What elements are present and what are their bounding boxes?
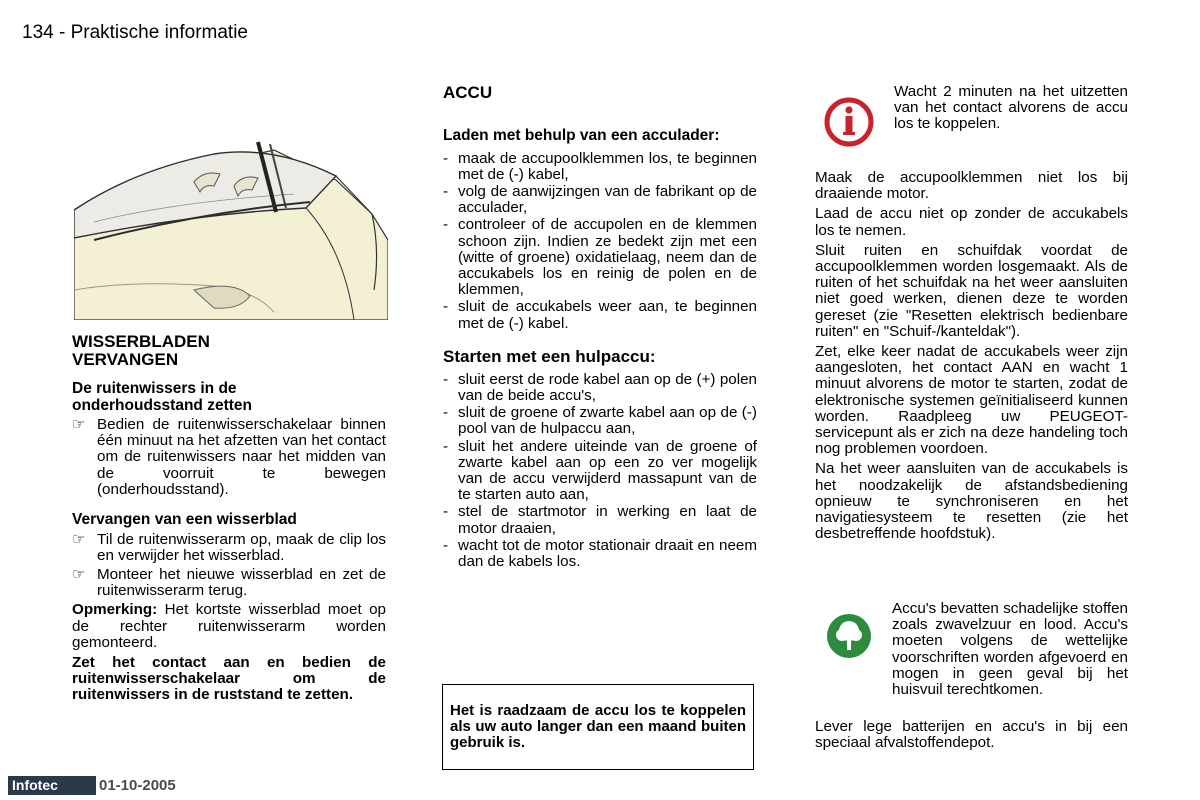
jump-start-steps-list [443,372,757,570]
page-number: 134 [22,22,54,43]
precaution-paragraph: Laad de accu niet op zonder de accukabels los te nemen. [815,205,1128,239]
precaution-paragraph: Sluit ruiten en schuifdak voordat de accupoolklemmen worden losgemaakt. Als de ruiten of het schuifdak na het weer aansluiten niet goed werken, dienen deze te worden gereset (zie "Resetten elektrisch bedienbare ruiten" en "Schuif-/kanteldak"). [815,241,1128,340]
page-section-title: - Praktische informatie [58,22,248,43]
info-warning-text: Wacht 2 minuten na het uitzetten van het contact alvorens de accu los te koppelen. [894,83,1128,133]
footer-date: 01-10-2005 [99,777,176,794]
battery-section [443,84,757,571]
list-item: - sluit het andere uiteinde van de groene of zwarte kabel aan op een zo ver mogelijk van de accu verwijderd massapunt van de te starten auto aan, [443,437,757,504]
list-item: ☞ Til de ruitenwisserarm op, maak de clip los en verwijder het wisserblad. [72,530,386,564]
list-item: ☞ Bedien de ruitenwisserschakelaar binnen één minuut na het afzetten van het contact om de ruitenwissers naar het midden van de voorruit te bewegen (onderhoudsstand). [72,416,386,498]
list-item: - controleer of de accupolen en de klemmen schoon zijn. Indien ze bedekt zijn met een (witte of groene) oxidatielaag, neem dan de accukabels los en reinig de polen en de klemmen, [443,216,757,299]
list-item: - maak de accupoolklemmen los, te beginnen met de (-) kabel, [443,149,757,183]
battery-precautions [815,170,1128,546]
environment-tree-icon [822,610,876,662]
wiper-final-instruction: Zet het contact aan en bedien de ruitenwisserschakelaar om de ruitenwissers in de ruststand te zetten. [72,653,386,704]
hand-pointer-icon: ☞ [72,530,86,548]
info-icon [818,94,880,150]
list-item: - wacht tot de motor stationair draait en neem dan de kabels los. [443,536,757,570]
list-item: - volg de aanwijzingen van de fabrikant op de acculader, [443,182,757,217]
environment-text-wrapped: Accu's bevatten schadelijke stoffen zoals zwavelzuur en lood. Accu's moeten volgens de wettelijke voorschriften worden afgevoerd en mogen in geen geval bij het huisvuil terechtkomen. [892,600,1128,699]
hand-pointer-icon: ☞ [72,416,86,433]
service-position-subheading: De ruitenwissers in de onderhoudsstand zetten [72,380,252,414]
precaution-paragraph: Zet, elke keer nadat de accukabels weer zijn aangesloten, het contact AAN en wacht 1 minuut alvorens de motor te starten, zodat de elektronische systemen geïnitialiseerd kunnen worden. Raadpleeg uw PEUGEOT-servicepunt als er zich na deze handeling toch nog problemen voordoen. [815,343,1128,458]
battery-heading: ACCU [443,83,493,102]
environment-disposal-text: Lever lege batterijen en accu's in bij een speciaal afvalstoffendepot. [815,718,1128,752]
charger-steps-list [443,151,757,332]
list-item: ☞ Monteer het nieuwe wisserblad en zet de ruitenwisserarm terug. [72,565,386,600]
list-item: - stel de startmotor in werking en laat de motor draaien, [443,503,757,537]
list-item: - sluit eerst de rode kabel aan op de (+) polen van de beide accu's, [443,370,757,404]
replace-blade-list [72,532,386,600]
list-item: - sluit de accukabels weer aan, te beginnen met de (-) kabel. [443,298,757,332]
precaution-paragraph: Maak de accupoolklemmen niet los bij draaiende motor. [815,169,1128,203]
charger-subheading: Laden met behulp van een acculader: [443,127,720,144]
service-position-list [72,417,386,498]
wiper-heading-line2: VERVANGEN [72,350,179,369]
list-item: - sluit de groene of zwarte kabel aan op de (-) pool van de hulpaccu aan, [443,404,757,438]
disconnect-advice-box: Het is raadzaam de accu los te koppelen als uw auto langer dan een maand buiten gebruik is. [442,684,754,770]
page-header [22,22,248,44]
car-windscreen-drawing [74,90,388,320]
precaution-paragraph: Na het weer aansluiten van de accukabels is het noodzakelijk de afstandsbediening opnieuw te synchroniseren en het navigatiesysteem te resetten (zie het desbetreffende hoofdstuk). [815,460,1128,543]
wiper-note: Opmerking: Het kortste wisserblad moet op de rechter ruitenwisserarm worden gemonteerd. [72,601,386,651]
windscreen-wiper-illustration [74,90,388,320]
infotec-logo: Infotec [8,776,96,795]
replace-blade-subheading: Vervangen van een wisserblad [72,511,297,529]
wiper-blade-section [72,333,386,708]
hand-pointer-icon: ☞ [72,565,86,583]
wiper-heading-line1: WISSERBLADEN [72,332,210,351]
jump-start-subheading: Starten met een hulpaccu: [443,346,656,366]
